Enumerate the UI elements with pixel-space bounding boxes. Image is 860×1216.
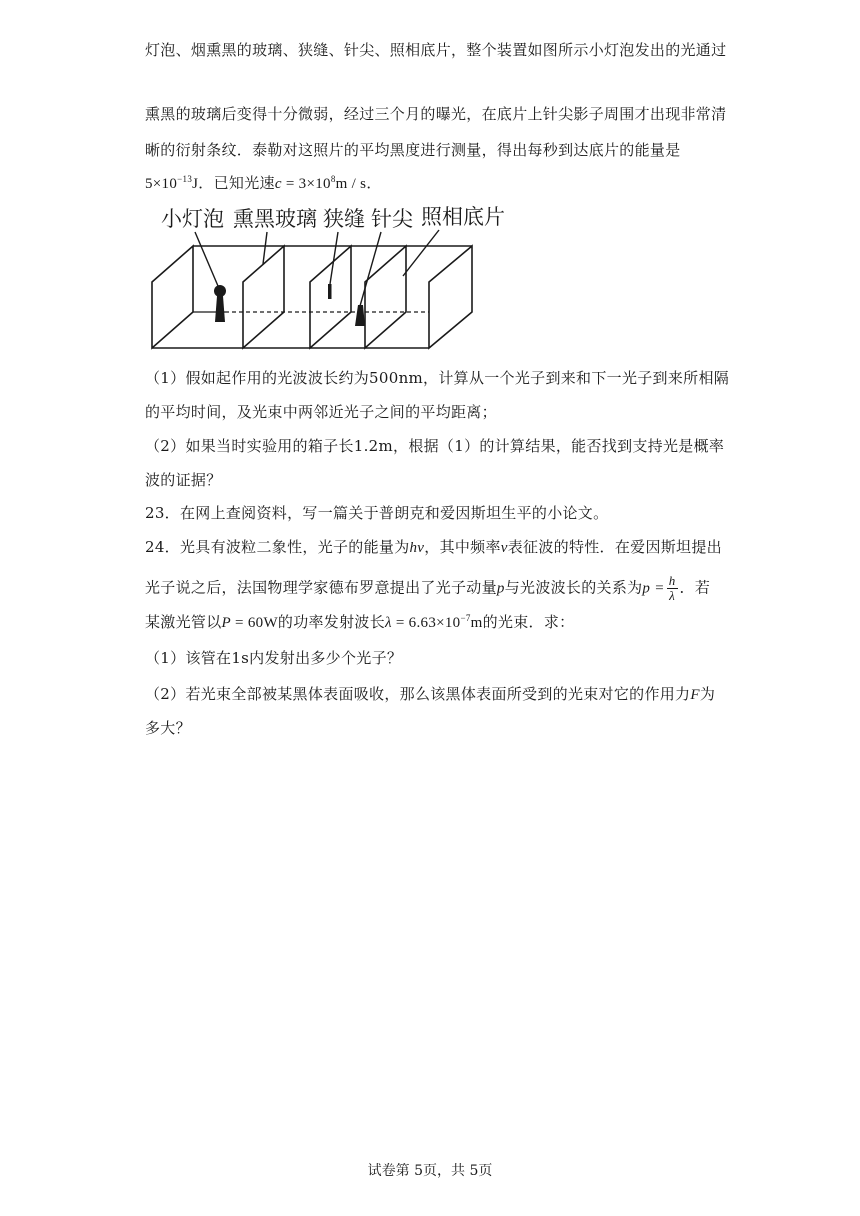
q24-part2-line2: 多大？ [145, 719, 191, 737]
speed-exponent: 8 [330, 174, 336, 184]
label-needle: 针尖 [371, 207, 413, 231]
fraction-numerator: h [668, 573, 676, 588]
q24-part2-text-b: 为 [699, 685, 716, 703]
wavelength-exponent: −7 [460, 613, 471, 623]
fraction-denominator: λ [667, 588, 678, 603]
intro-line-2: 熏黑的玻璃后变得十分微弱，经过三个月的曝光，在底片上针尖影子周围才出现非常清 [145, 105, 727, 123]
q24-line2 [145, 574, 715, 603]
q24-line1-text-a: 24．光具有波粒二象性，光子的能量为 [145, 538, 410, 556]
intro-line-4-end: ． [366, 176, 382, 192]
q24-line3-text-c: 的光束．求： [482, 613, 575, 631]
q22-part2-line1: （2）如果当时实验用的箱子长1.2m，根据（1）的计算结果，能否找到支持光是概率 [145, 437, 725, 455]
intro-line-4 [145, 174, 715, 194]
bulb-icon [214, 285, 226, 322]
energy-coefficient: 5×10 [145, 176, 178, 192]
label-slit: 狭缝 [323, 207, 365, 231]
speed-variable: c [274, 176, 282, 192]
page-footer: 试卷第 5页，共 5页 [367, 1163, 493, 1179]
frequency-symbol: ν [500, 540, 508, 556]
speed-value: = 3×10 [281, 176, 331, 192]
momentum-equation-lhs: p = [642, 580, 665, 597]
q24-line1-text-c: 表征波的特性．在爱因斯坦提出 [507, 538, 722, 556]
q24-part2-text-a: （2）若光束全部被某黑体表面吸收，那么该黑体表面所受到的光束对它的作用力 [145, 685, 691, 703]
q24-line2-text-c: ．若 [679, 578, 711, 597]
box-frame [152, 246, 472, 348]
panel-film [429, 246, 472, 348]
q24-line2-text-b: 与光波波长的关系为 [504, 578, 643, 597]
power-value: = 60W [230, 615, 278, 631]
wavelength-value: = 6.63×10 [391, 615, 461, 631]
photon-energy-symbol: hν [409, 540, 425, 556]
q24-line2-text-a: 光子说之后，法国物理学家德布罗意提出了光子动量 [145, 578, 497, 597]
panel-1 [152, 246, 193, 348]
q24-line1 [145, 537, 722, 558]
h-over-lambda-fraction [667, 574, 678, 603]
power-symbol: P [221, 615, 231, 631]
q24-part1: （1）该管在1s内发射出多少个光子？ [145, 649, 403, 667]
force-symbol: F [690, 687, 700, 703]
panel-needle [365, 246, 406, 348]
apparatus-diagram [145, 198, 565, 356]
q24-part2-line1 [145, 684, 715, 705]
leader-lines [195, 230, 439, 306]
momentum-symbol: p [496, 580, 505, 597]
label-bulb: 小灯泡 [161, 207, 224, 231]
intro-line-3: 晰的衍射条纹．泰勒对这照片的平均黑度进行测量，得出每秒到达底片的能量是 [145, 141, 681, 159]
slit-mark [328, 284, 332, 299]
needle-icon [355, 305, 365, 326]
q23-text: 23．在网上查阅资料，写一篇关于普朗克和爱因斯坦生平的小论文。 [145, 504, 609, 522]
q24-line3-text-a: 某激光管以 [145, 613, 222, 631]
intro-line-4-text: ．已知光速 [198, 176, 275, 192]
q22-part1-line1: （1）假如起作用的光波波长约为500nm，计算从一个光子到来和下一光子到来所相隔 [145, 369, 730, 387]
wavelength-unit: m [470, 615, 483, 631]
q22-part2-line2: 波的证据？ [145, 471, 222, 489]
label-film: 照相底片 [421, 205, 505, 229]
energy-exponent: −13 [177, 174, 193, 184]
q24-line3-text-b: 的功率发射波长 [277, 613, 386, 631]
q22-part1-line2: 的平均时间，及光束中两邻近光子之间的平均距离； [145, 403, 497, 421]
energy-unit: J [192, 176, 199, 192]
intro-line-1: 灯泡、烟熏黑的玻璃、狭缝、针尖、照相底片，整个装置如图所示小灯泡发出的光通过 [145, 41, 727, 59]
speed-unit: m / s [335, 176, 367, 192]
wavelength-symbol: λ [385, 615, 392, 631]
q24-line3 [145, 612, 715, 633]
label-glass: 熏黑玻璃 [233, 207, 317, 231]
q24-line1-text-b: ，其中频率 [424, 538, 501, 556]
